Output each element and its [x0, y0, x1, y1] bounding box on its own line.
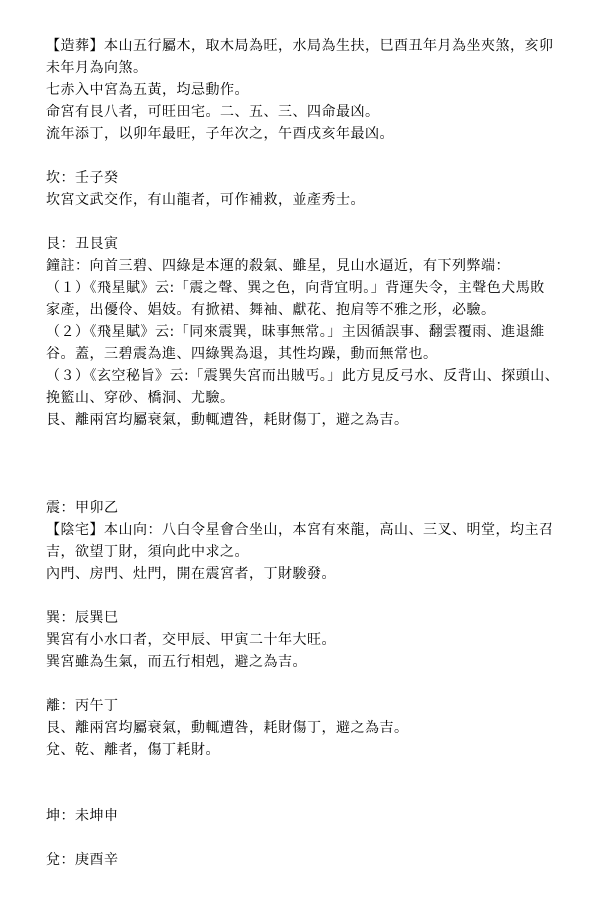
section-heading: 兌：庚酉辛 [46, 852, 119, 868]
section-burial [46, 35, 584, 145]
list-item-line: （１）《飛星賦》云:「震之聲、巽之色，向背宜明。」背運失令，主聲色犬馬敗 [46, 280, 545, 296]
paragraph-line: 命宮有艮八者，可旺田宅。二、五、三、四命最凶。 [46, 104, 380, 120]
section-heading: 震：甲卯乙 [46, 500, 119, 516]
spacer [46, 827, 584, 849]
paragraph-line: 流年添丁，以卯年最旺，子年次之，午酉戌亥年最凶。 [46, 126, 394, 142]
paragraph-line: 【造葬】本山五行屬木，取木局為旺，水局為生扶，巳酉丑年月為坐夾煞，亥卯 [46, 38, 554, 54]
paragraph-line: 未年月為向煞。 [46, 60, 148, 76]
section-kun [46, 805, 584, 827]
spacer [46, 585, 584, 607]
paragraph-line: 【陰宅】本山向：八白令星會合坐山，本宮有來龍，高山、三叉、明堂，均主召 [46, 522, 554, 538]
list-item-line: （３）《玄空秘旨》云:「震巽失宮而出賊丐。」此方見反弓水、反背山、探頭山、 [46, 368, 560, 384]
spacer [46, 211, 584, 233]
list-item-line: 谷。蓋，三碧震為進、四綠巽為退，其性均躁，動而無常也。 [46, 346, 438, 362]
spacer [46, 431, 584, 497]
paragraph-line: 內門、房門、灶門，開在震宮者，丁財駿發。 [46, 566, 336, 582]
spacer [46, 783, 584, 805]
paragraph-line: 艮、離兩宮均屬衰氣，動輒遭咎，耗財傷丁，避之為吉。 [46, 412, 409, 428]
paragraph-line: 巽宮雖為生氣，而五行相剋，避之為吉。 [46, 654, 307, 670]
section-zhen [46, 497, 584, 585]
paragraph-line: 艮、離兩宮均屬衰氣，動輒遭咎，耗財傷丁，避之為吉。 [46, 720, 409, 736]
section-heading: 坤：未坤申 [46, 808, 119, 824]
spacer [46, 145, 584, 167]
paragraph-line: 巽宮有小水口者，交甲辰、甲寅二十年大旺。 [46, 632, 336, 648]
section-gen [46, 233, 584, 431]
spacer [46, 761, 584, 783]
section-dui [46, 849, 584, 871]
annotation-line: 鐘註：向首三碧、四綠是本運的殺氣、雖星，見山水逼近，有下列弊端： [46, 258, 510, 274]
section-heading: 巽：辰巽巳 [46, 610, 119, 626]
section-xun [46, 607, 584, 673]
spacer [46, 673, 584, 695]
document-body [46, 35, 584, 871]
section-kan [46, 167, 584, 211]
list-item-line: 挽籃山、穿砂、橋洞、尤驗。 [46, 390, 235, 406]
section-heading: 離：丙午丁 [46, 698, 119, 714]
section-li [46, 695, 584, 761]
list-item-line: （２）《飛星賦》云:「同來震巽，昧事無常。」主因循誤事、翻雲覆雨、進退維 [46, 324, 545, 340]
paragraph-line: 坎宮文武交作，有山龍者，可作補救，並產秀士。 [46, 192, 365, 208]
section-heading: 坎：壬子癸 [46, 170, 119, 186]
paragraph-line: 兌、乾、離者，傷丁耗財。 [46, 742, 220, 758]
list-item-line: 家產，出優伶、娼妓。有掀裙、舞袖、獻花、抱肩等不雅之形，必驗。 [46, 302, 496, 318]
paragraph-line: 吉，欲望丁財，須向此中求之。 [46, 544, 249, 560]
section-heading: 艮：丑艮寅 [46, 236, 119, 252]
paragraph-line: 七赤入中宮為五黃，均忌動作。 [46, 82, 249, 98]
